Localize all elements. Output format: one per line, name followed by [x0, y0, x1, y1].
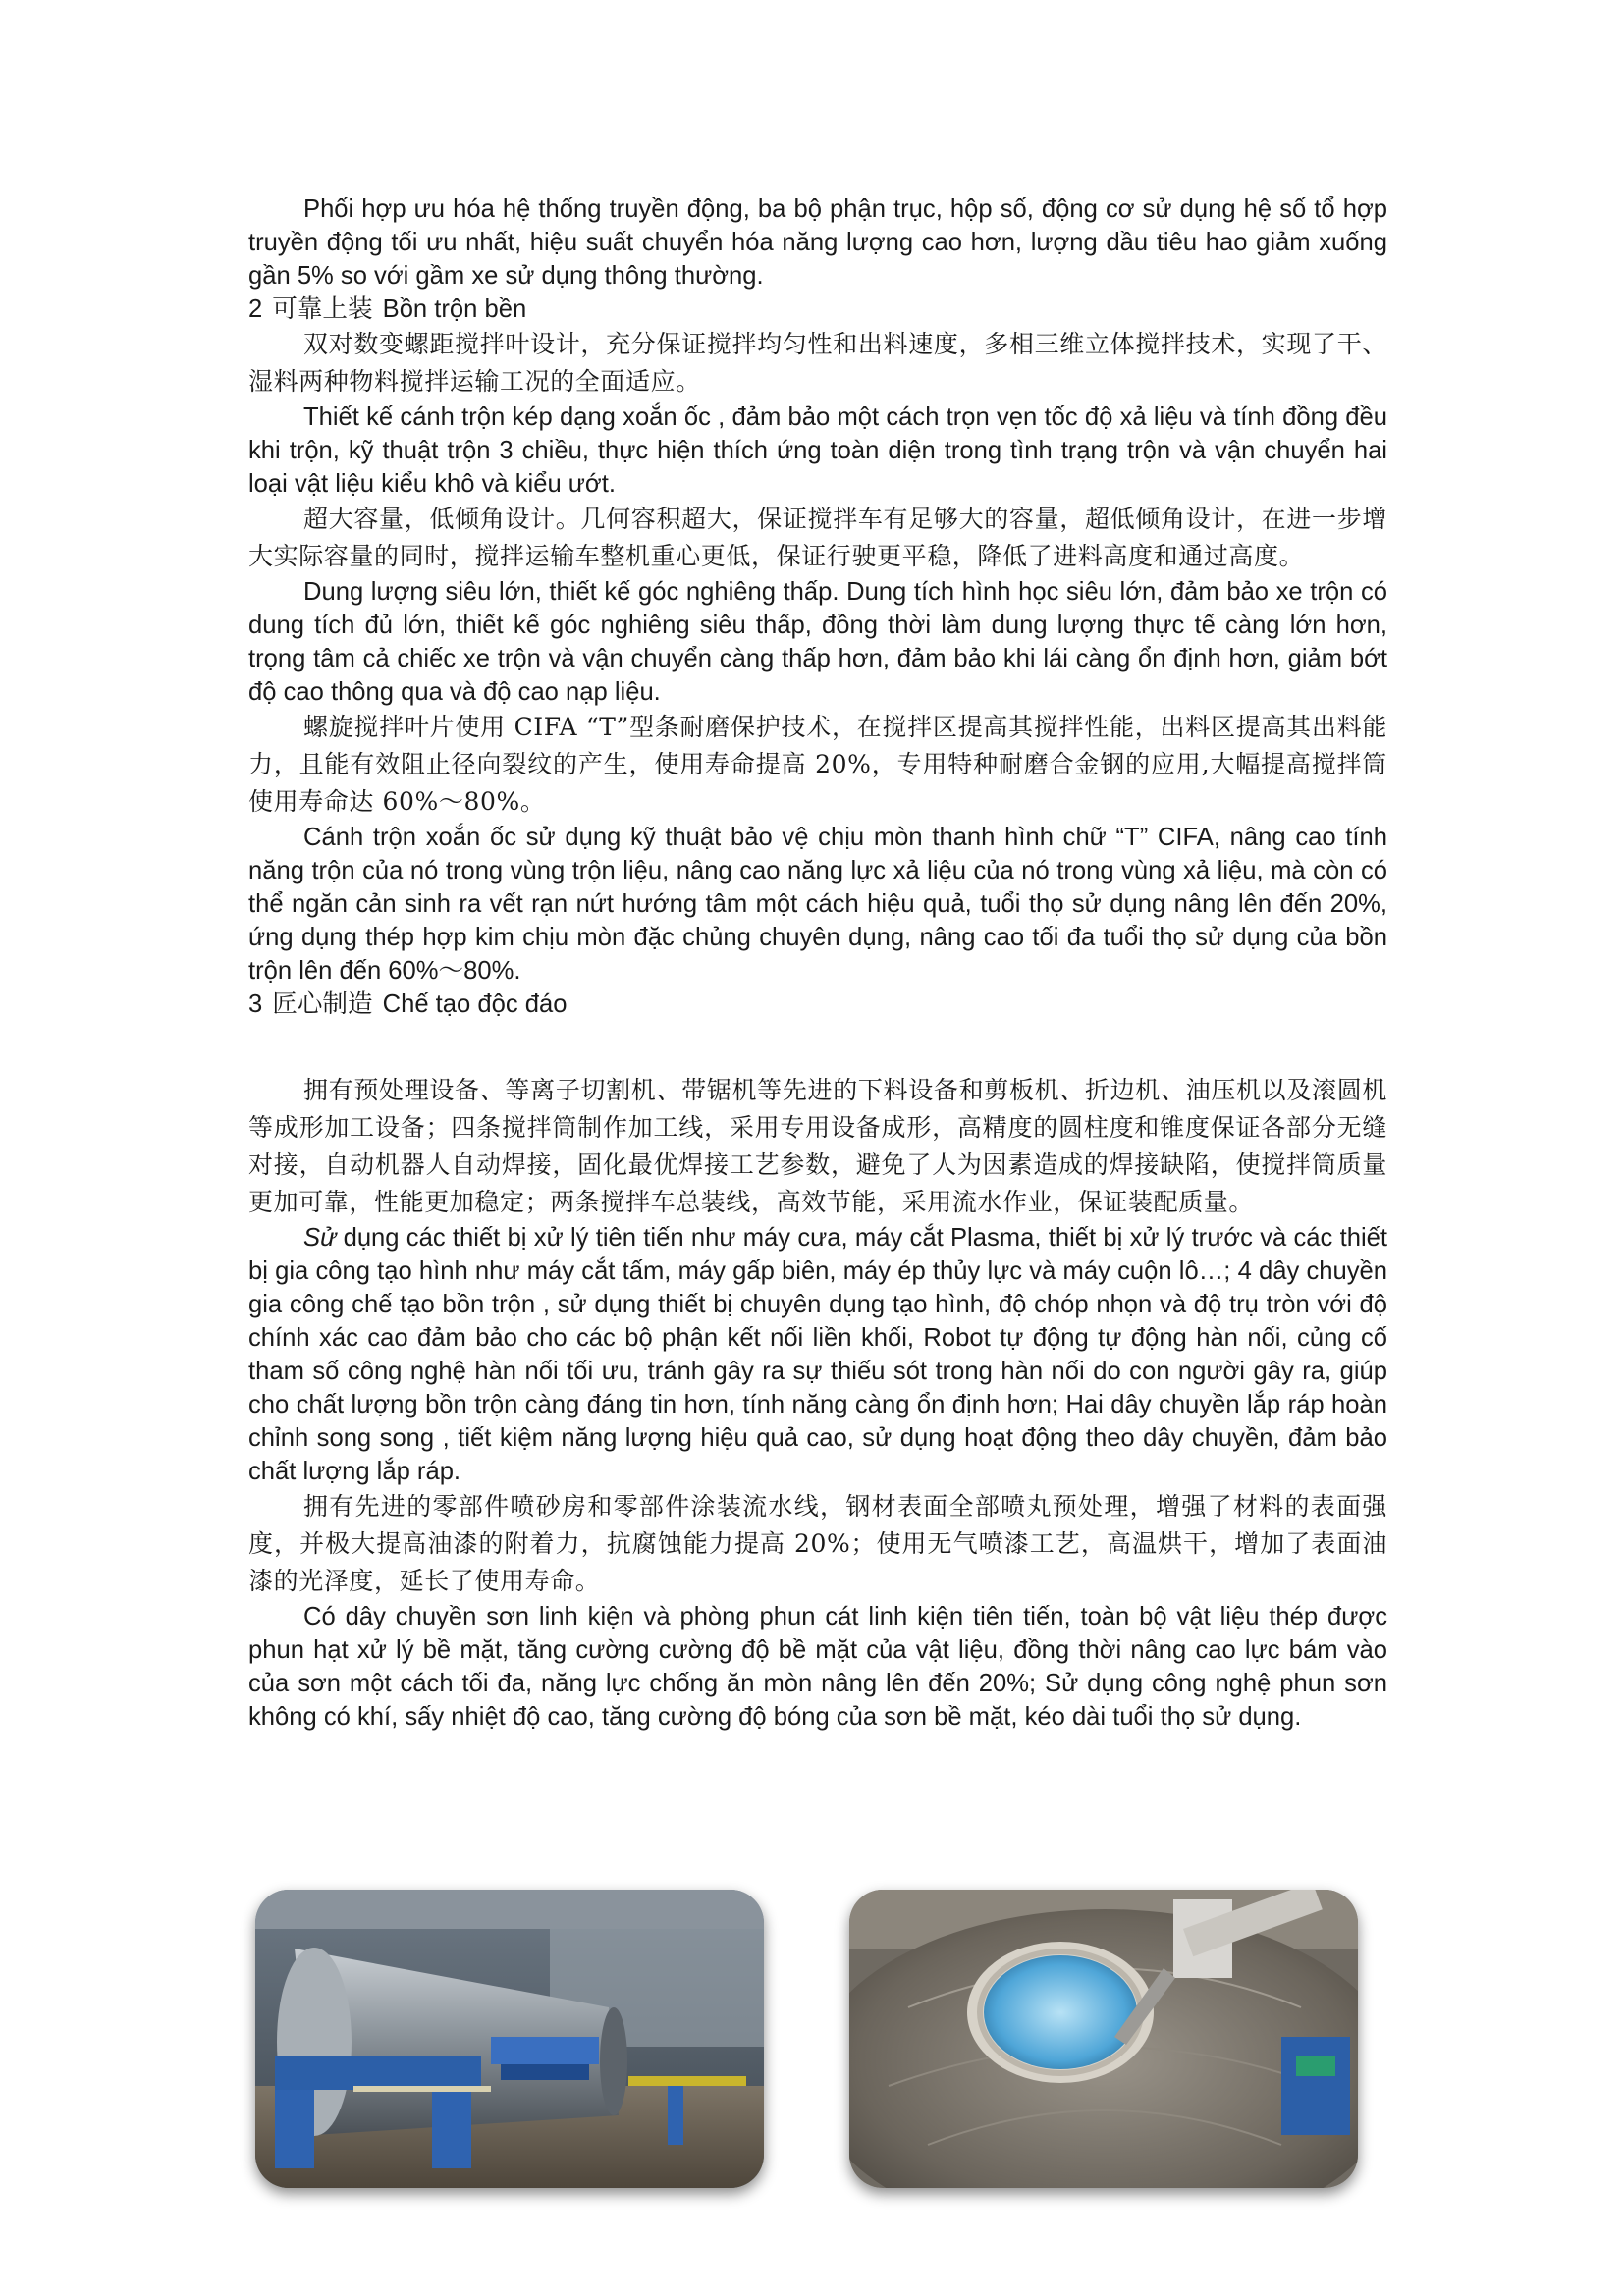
- heading-vietnamese: Bồn trộn bền: [382, 295, 527, 323]
- welding-robot-photo: [849, 1890, 1358, 2188]
- italic-lead-word: Sử: [303, 1224, 337, 1252]
- heading-chinese: 匠心制造: [272, 989, 373, 1019]
- factory-drum-photo: [255, 1890, 764, 2188]
- paragraph-vi-equipment-text: dụng các thiết bị xử lý tiên tiến như máy cưa, máy cắt Plasma, thiết bị xử lý trước và các thiết bị gia công tạo hình như máy cắt tấm, máy gấp biên, máy ép thủy lực và máy cuộn lô…; 4 dây chuyền gia công chế tạo bồn trộn , sử dụng thiết bị chuyên dụng tạo hình, độ chóp nhọn và độ trụ tròn với độ chính xác cao đảm bảo cho các bộ phận kết nối liền khối, Robot tự động tự động hàn nối, củng cố tham số công nghệ hàn nối tối ưu, tránh gây ra sự thiếu sót trong hàn nối do con người gây ra, giúp cho chất lượng bồn trộn càng đáng tin hơn, tính năng càng ổn định hơn; Hai dây chuyền lắp ráp hoàn chỉnh song song , tiết kiệm năng lượng hiệu quả cao, sử dụng hoạt động theo dây chuyền, đảm bảo chất lượng lắp ráp.: [248, 1224, 1387, 1485]
- paragraph-transmission: Phối hợp ưu hóa hệ thống truyền động, ba bộ phận trục, hộp số, động cơ sử dụng hệ số tổ hợp truyền động tối ưu nhất, hiệu suất chuyển hóa năng lượng cao hơn, lượng dầu tiêu hao giảm xuống gần 5% so với gầm xe sử dụng thông thường.: [248, 195, 1387, 290]
- section-heading-2: [248, 293, 1387, 326]
- heading-number: 2: [248, 295, 263, 323]
- paragraph-vi-blade-design: Thiết kế cánh trộn kép dạng xoắn ốc , đảm bảo một cách trọn vẹn tốc độ xả liệu và tính đồng đều khi trộn, kỹ thuật trộn 3 chiều, thực hiện thích ứng toàn diện trong tình trạng trộn và vận chuyển hai loại vật liệu kiểu khô và kiểu ướt.: [248, 403, 1387, 498]
- heading-chinese: 可靠上装: [272, 294, 373, 324]
- paragraph-vi-equipment: [248, 1221, 1387, 1488]
- paragraph-cn-wear-protection: 螺旋搅拌叶片使用 CIFA “T”型条耐磨保护技术，在搅拌区提高其搅拌性能，出料区提高其出料能力，且能有效阻止径向裂纹的产生，使用寿命提高 20%，专用特种耐磨合金钢的应用,大幅提高搅拌筒使用寿命达 60%～80%。: [248, 713, 1387, 816]
- paragraph-cn-blade-design: 双对数变螺距搅拌叶设计，充分保证搅拌均匀性和出料速度，多相三维立体搅拌技术，实现了干、湿料两种物料搅拌运输工况的全面适应。: [248, 330, 1387, 396]
- paragraph-vi-capacity: Dung lượng siêu lớn, thiết kế góc nghiêng thấp. Dung tích hình học siêu lớn, đảm bảo xe trộn có dung tích đủ lớn, thiết kế góc nghiêng siêu thấp, đồng thời làm dung lượng thực tế càng lớn hơn, trọng tâm cả chiếc xe trộn và vận chuyển càng thấp hơn, đảm bảo khi lái càng ổn định hơn, giảm bớt độ cao thông qua và độ cao nạp liệu.: [248, 578, 1387, 706]
- section-heading-3: [248, 988, 1387, 1021]
- heading-number: 3: [248, 990, 263, 1018]
- welding-robot-illustration: [849, 1890, 1358, 2188]
- paragraph-cn-painting: 拥有先进的零部件喷砂房和零部件涂装流水线，钢材表面全部喷丸预处理，增强了材料的表面强度，并极大提高油漆的附着力，抗腐蚀能力提高 20%；使用无气喷漆工艺，高温烘干，增加了表面油漆的光泽度，延长了使用寿命。: [248, 1492, 1387, 1595]
- paragraph-cn-capacity: 超大容量，低倾角设计。几何容积超大，保证搅拌车有足够大的容量，超低倾角设计，在进一步增大实际容量的同时，搅拌运输车整机重心更低，保证行驶更平稳，降低了进料高度和通过高度。: [248, 505, 1387, 570]
- heading-vietnamese: Chế tạo độc đáo: [382, 990, 568, 1018]
- vertical-spacer: [248, 1021, 1387, 1072]
- paragraph-cn-equipment: 拥有预处理设备、等离子切割机、带锯机等先进的下料设备和剪板机、折边机、油压机以及滚圆机等成形加工设备；四条搅拌筒制作加工线，采用专用设备成形，高精度的圆柱度和锥度保证各部分无缝对接，自动机器人自动焊接，固化最优焊接工艺参数，避免了人为因素造成的焊接缺陷，使搅拌筒质量更加可靠，性能更加稳定；两条搅拌车总装线，高效节能，采用流水作业，保证装配质量。: [248, 1076, 1387, 1216]
- paragraph-vi-painting: Có dây chuyền sơn linh kiện và phòng phun cát linh kiện tiên tiến, toàn bộ vật liệu thép được phun hạt xử lý bề mặt, tăng cường cường độ bề mặt của vật liệu, đồng thời nâng cao lực bám vào của sơn một cách tối đa, năng lực chống ăn mòn nâng lên đến 20%; Sử dụng công nghệ phun sơn không có khí, sấy nhiệt độ cao, tăng cường độ bóng của sơn bề mặt, kéo dài tuổi thọ sử dụng.: [248, 1603, 1387, 1731]
- text-column: [248, 192, 1387, 1734]
- factory-drum-illustration: [255, 1890, 764, 2188]
- paragraph-vi-wear-protection: Cánh trộn xoắn ốc sử dụng kỹ thuật bảo vệ chịu mòn thanh hình chữ “T” CIFA, nâng cao tính năng trộn của nó trong vùng trộn liệu, nâng cao năng lực xả liệu của nó trong vùng xả liệu, mà còn có thể ngăn cản sinh ra vết rạn nứt hướng tâm một cách hiệu quả, tuổi thọ sử dụng nâng lên đến 20%, ứng dụng thép hợp kim chịu mòn đặc chủng chuyên dụng, nâng cao tối đa tuổi thọ sử dụng của bồn trộn lên đến 60%～80%.: [248, 824, 1387, 985]
